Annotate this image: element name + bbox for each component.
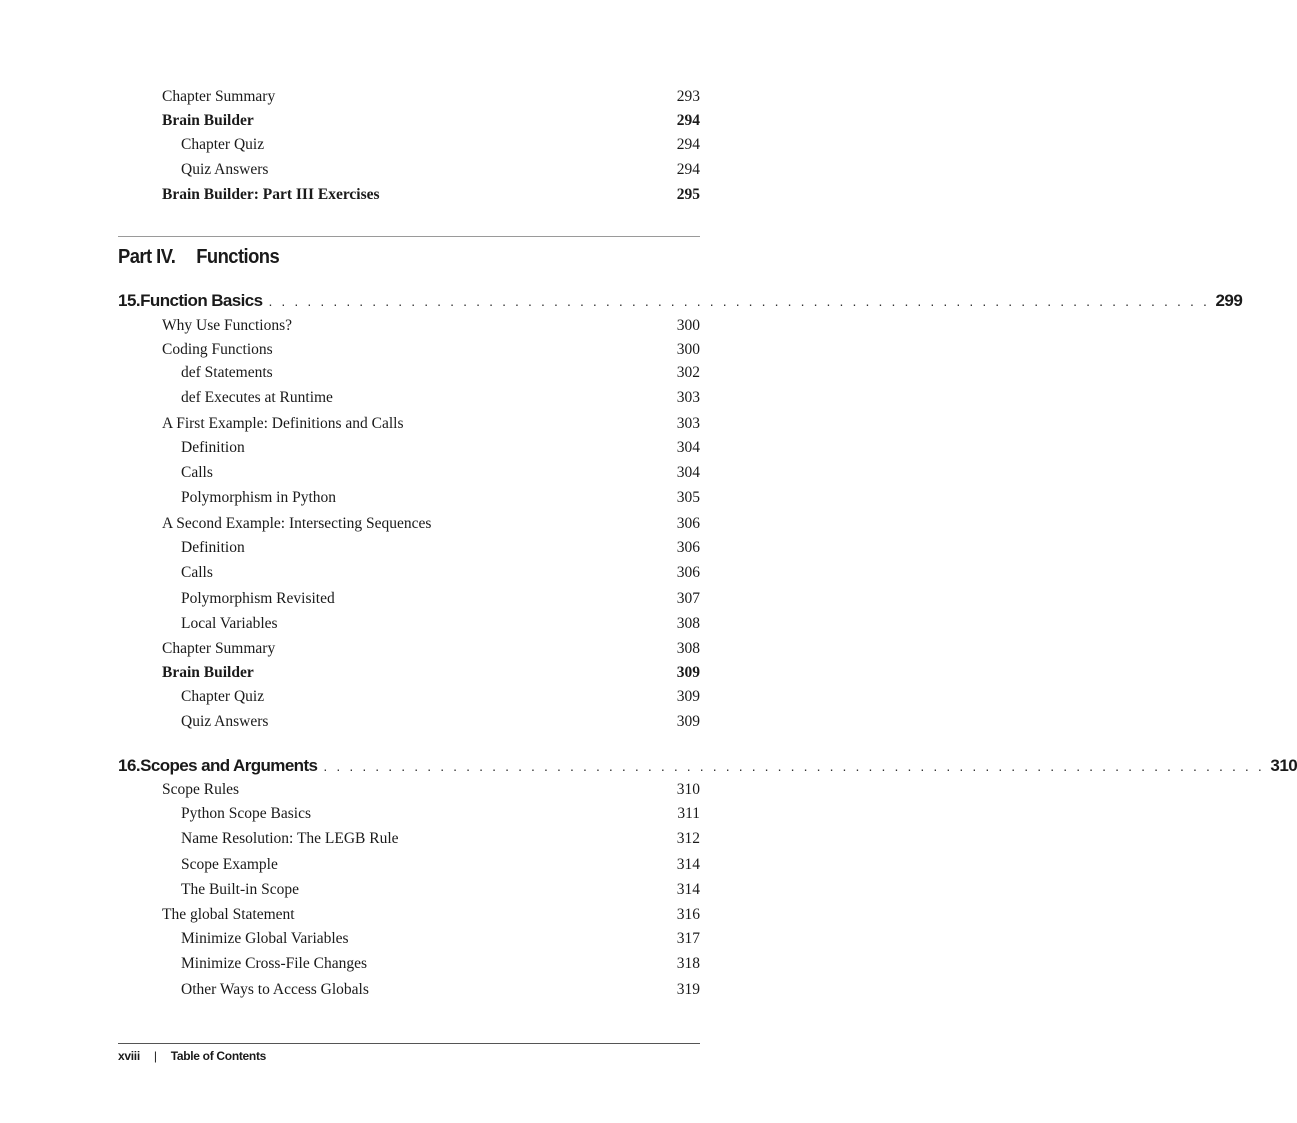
dot-leader: . . . . . . . . . . . . . . . . . . . . . . . . . . . . . . . . . . . . . . . . . . . . . . . . . . . . . . . . . . . . . . . . . . . . . . . . . [323,758,1265,774]
part-divider [118,236,700,237]
chapter-title: Function Basics [140,291,263,310]
toc-entry: Other Ways to Access Globals 319 [181,981,700,998]
toc-entry: Local Variables 308 [181,615,700,632]
toc-entry: def Statements 302 [181,364,700,381]
toc-entry: A First Example: Definitions and Calls 303 [162,415,700,432]
toc-entry: Calls 304 [181,464,700,481]
footer-divider [118,1043,700,1044]
footer-separator: | [153,1049,157,1063]
chapter-heading [118,289,1243,313]
toc-entry: Minimize Cross-File Changes 318 [181,955,700,972]
toc-entry: Why Use Functions? 300 [162,317,700,334]
toc-entry: Definition 304 [181,439,700,456]
toc-entry: Polymorphism Revisited 307 [181,590,700,607]
toc-entry: def Executes at Runtime 303 [181,389,700,406]
toc-entry: Definition 306 [181,539,700,556]
footer-section-title: Table of Contents [170,1049,267,1063]
toc-entry: Scope Example 314 [181,856,700,873]
toc-entry: A Second Example: Intersecting Sequences 306 [162,515,700,532]
toc-entry: Chapter Quiz 294 [181,136,700,153]
chapter-number: 16. [118,756,141,775]
toc-entry: Quiz Answers 294 [181,161,700,178]
toc-entry: Brain Builder 309 [162,664,700,681]
toc-entry: Chapter Summary 308 [162,640,700,657]
toc-entry: Polymorphism in Python 305 [181,489,700,506]
part-label: Part IV. [118,246,176,268]
part-heading [118,244,279,270]
chapter-title: Scopes and Arguments [140,756,318,775]
toc-entry: Chapter Quiz 309 [181,688,700,705]
toc-entry: Coding Functions 300 [162,341,700,358]
toc-entry: Scope Rules 310 [162,781,700,798]
toc-entry: Python Scope Basics 311 [181,805,700,822]
toc-entry: Quiz Answers 309 [181,713,700,730]
toc-entry: Calls 306 [181,564,700,581]
toc-entry: Chapter Summary 293 [162,88,700,105]
chapter-page: 299 [1215,291,1243,310]
toc-entry: Brain Builder 294 [162,112,700,129]
toc-entry: The global Statement 316 [162,906,700,923]
toc-entry: Name Resolution: The LEGB Rule 312 [181,830,700,847]
dot-leader: . . . . . . . . . . . . . . . . . . . . . . . . . . . . . . . . . . . . . . . . . . . . . . . . . . . . . . . . . . . . . . . . . . . . . . . . . [268,293,1210,309]
chapter-heading [118,754,1297,778]
chapter-number: 15. [118,291,141,310]
footer-page-number: xviii [118,1049,140,1063]
page-footer [118,1047,266,1065]
part-title: Functions [196,246,280,268]
toc-entry: The Built-in Scope 314 [181,881,700,898]
toc-entry: Minimize Global Variables 317 [181,930,700,947]
chapter-page: 310 [1270,756,1297,775]
toc-entry: Brain Builder: Part III Exercises 295 [162,186,700,203]
